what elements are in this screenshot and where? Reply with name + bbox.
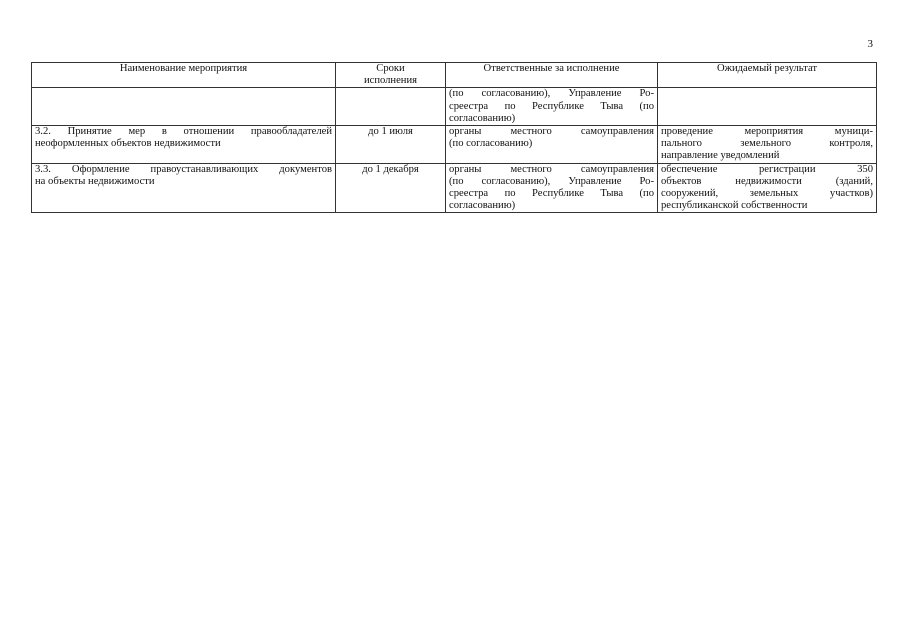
cell-deadline: до 1 июля bbox=[336, 126, 446, 164]
header-line: Ответственные за исполнение bbox=[483, 63, 620, 74]
cell-deadline: до 1 декабря bbox=[336, 163, 446, 213]
text-line: органы местного самоуправления bbox=[449, 126, 654, 138]
text-line: на объекты недвижимости bbox=[35, 175, 155, 187]
text-line: проведение мероприятия муници- bbox=[661, 126, 873, 138]
table-row bbox=[32, 163, 877, 213]
text-line: согласованию) bbox=[449, 112, 516, 124]
text-line: обеспечение регистрации 350 bbox=[661, 163, 873, 175]
text-line: среестра по Республике Тыва (по bbox=[449, 188, 654, 200]
text-line: объектов недвижимости (зданий, bbox=[661, 175, 873, 187]
text-line: сооружений, земельных участков) bbox=[661, 188, 873, 200]
action-plan-table bbox=[31, 62, 877, 213]
text-line: республиканской собственности bbox=[661, 200, 808, 212]
table-header-row bbox=[32, 63, 877, 88]
text-line: среестра по Республике Тыва (по bbox=[449, 100, 654, 112]
text-line: 3.2. Принятие мер в отношении правообладателей bbox=[35, 126, 332, 138]
text-line: пального земельного контроля, bbox=[661, 138, 873, 150]
text-line: (по согласованию), Управление Ро- bbox=[449, 175, 654, 187]
text-line: (по согласованию), Управление Ро- bbox=[449, 88, 654, 100]
header-deadline bbox=[336, 63, 446, 88]
cell-responsible bbox=[446, 163, 658, 213]
cell-expected-result bbox=[658, 126, 877, 164]
table-row bbox=[32, 88, 877, 126]
header-line: Наименование мероприятия bbox=[119, 63, 248, 74]
cell-responsible bbox=[446, 126, 658, 164]
text-line: (по согласованию) bbox=[449, 138, 533, 150]
header-expected-result bbox=[658, 63, 877, 88]
text-line: неоформленных объектов недвижимости bbox=[35, 138, 221, 150]
text-line: согласованию) bbox=[449, 200, 516, 212]
cell-activity-name bbox=[32, 88, 336, 126]
header-activity-name bbox=[32, 63, 336, 88]
header-line: Ожидаемый результат bbox=[716, 63, 818, 74]
text-line: органы местного самоуправления bbox=[449, 163, 654, 175]
header-line: Сроки bbox=[376, 63, 405, 74]
cell-activity-name bbox=[32, 126, 336, 164]
page-number: 3 bbox=[867, 38, 873, 50]
cell-deadline bbox=[336, 88, 446, 126]
cell-responsible bbox=[446, 88, 658, 126]
text-line: направление уведомлений bbox=[661, 150, 780, 162]
header-responsible bbox=[446, 63, 658, 88]
cell-expected-result bbox=[658, 163, 877, 213]
header-line: исполнения bbox=[363, 75, 418, 87]
table-row bbox=[32, 126, 877, 164]
cell-expected-result bbox=[658, 88, 877, 126]
cell-activity-name bbox=[32, 163, 336, 213]
text-line: 3.3. Оформление правоустанавливающих документов bbox=[35, 163, 332, 175]
